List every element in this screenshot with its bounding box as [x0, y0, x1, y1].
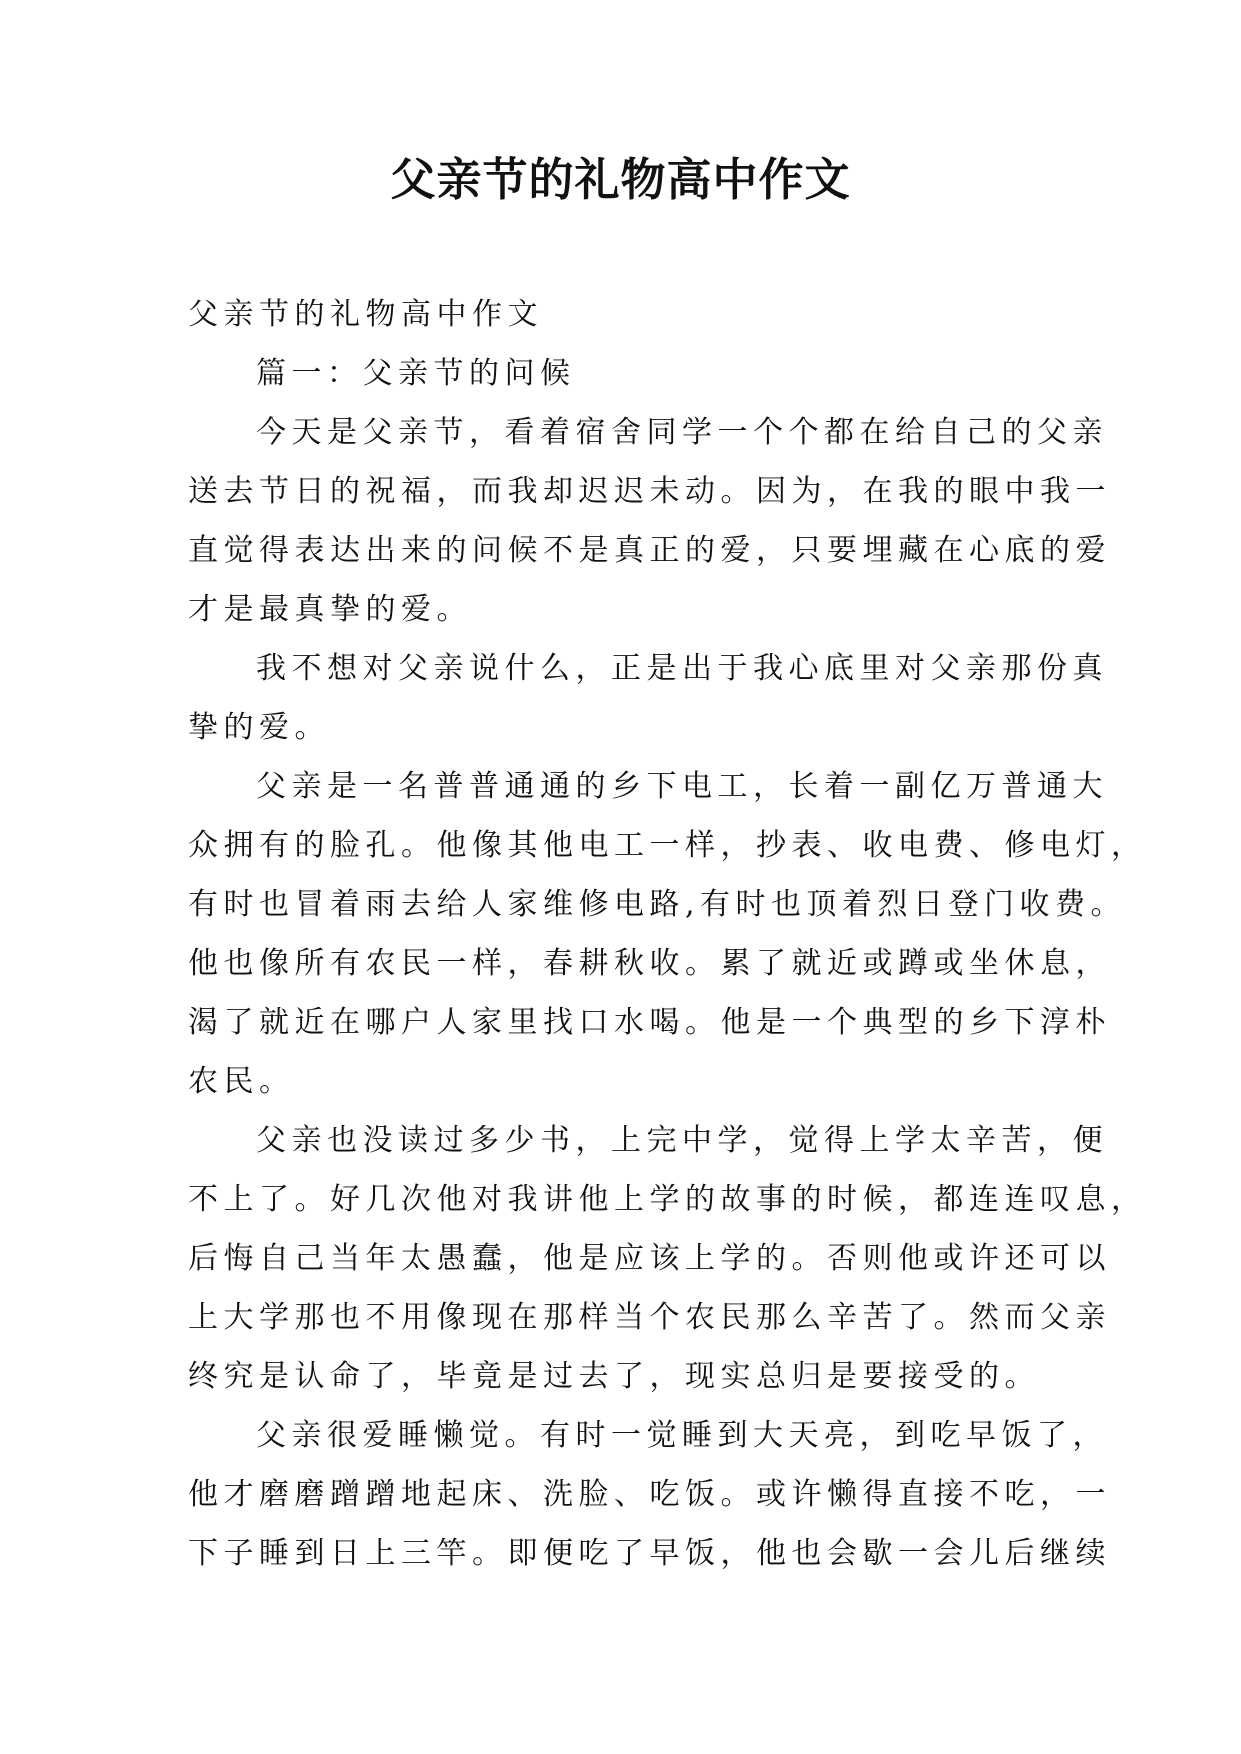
- paragraph-line: 送去节日的祝福，而我却迟迟未动。因为，在我的眼中我一: [188, 474, 1111, 509]
- paragraph-line: 父亲也没读过多少书，上完中学，觉得上学太辛苦，便: [256, 1123, 1108, 1158]
- paragraph-line: 挚的爱。: [188, 710, 330, 745]
- paragraph-line: 终究是认命了，毕竟是过去了，现实总归是要接受的。: [188, 1359, 1040, 1394]
- document-title: 父亲节的礼物高中作文: [390, 153, 851, 206]
- paragraph-line: 渴了就近在哪户人家里找口水喝。他是一个典型的乡下淳朴: [188, 1005, 1111, 1040]
- paragraph-line: 后悔自己当年太愚蠢，他是应该上学的。否则他或许还可以: [188, 1241, 1111, 1276]
- section-heading: 篇一：父亲节的问候: [256, 356, 576, 391]
- paragraph-line: 才是最真挚的爱。: [188, 592, 472, 627]
- paragraph-line: 他也像所有农民一样，春耕秋收。累了就近或蹲或坐休息，: [188, 946, 1111, 981]
- paragraph-line: 他才磨磨蹭蹭地起床、洗脸、吃饭。或许懒得直接不吃，一: [188, 1477, 1111, 1512]
- paragraph-line: 不上了。好几次他对我讲他上学的故事的时候，都连连叹息，: [188, 1182, 1147, 1217]
- paragraph-line: 下子睡到日上三竿。即便吃了早饭，他也会歇一会儿后继续: [188, 1536, 1111, 1571]
- paragraph-line: 我不想对父亲说什么，正是出于我心底里对父亲那份真: [256, 651, 1108, 686]
- paragraph-line: 农民。: [188, 1064, 295, 1099]
- paragraph-line: 父亲很爱睡懒觉。有时一觉睡到大天亮，到吃早饭了，: [256, 1418, 1108, 1453]
- paragraph-line: 直觉得表达出来的问候不是真正的爱，只要埋藏在心底的爱: [188, 533, 1111, 568]
- document-body: [188, 285, 1147, 1583]
- paragraph-line: 父亲是一名普普通通的乡下电工，长着一副亿万普通大: [256, 769, 1108, 804]
- paragraph-line: 有时也冒着雨去给人家维修电路,有时也顶着烈日登门收费。: [188, 887, 1127, 922]
- paragraph-line: 今天是父亲节，看着宿舍同学一个个都在给自己的父亲: [256, 415, 1108, 450]
- paragraph-line: 众拥有的脸孔。他像其他电工一样，抄表、收电费、修电灯，: [188, 828, 1147, 863]
- subtitle-line: 父亲节的礼物高中作文: [188, 297, 543, 332]
- paragraph-line: 上大学那也不用像现在那样当个农民那么辛苦了。然而父亲: [188, 1300, 1111, 1335]
